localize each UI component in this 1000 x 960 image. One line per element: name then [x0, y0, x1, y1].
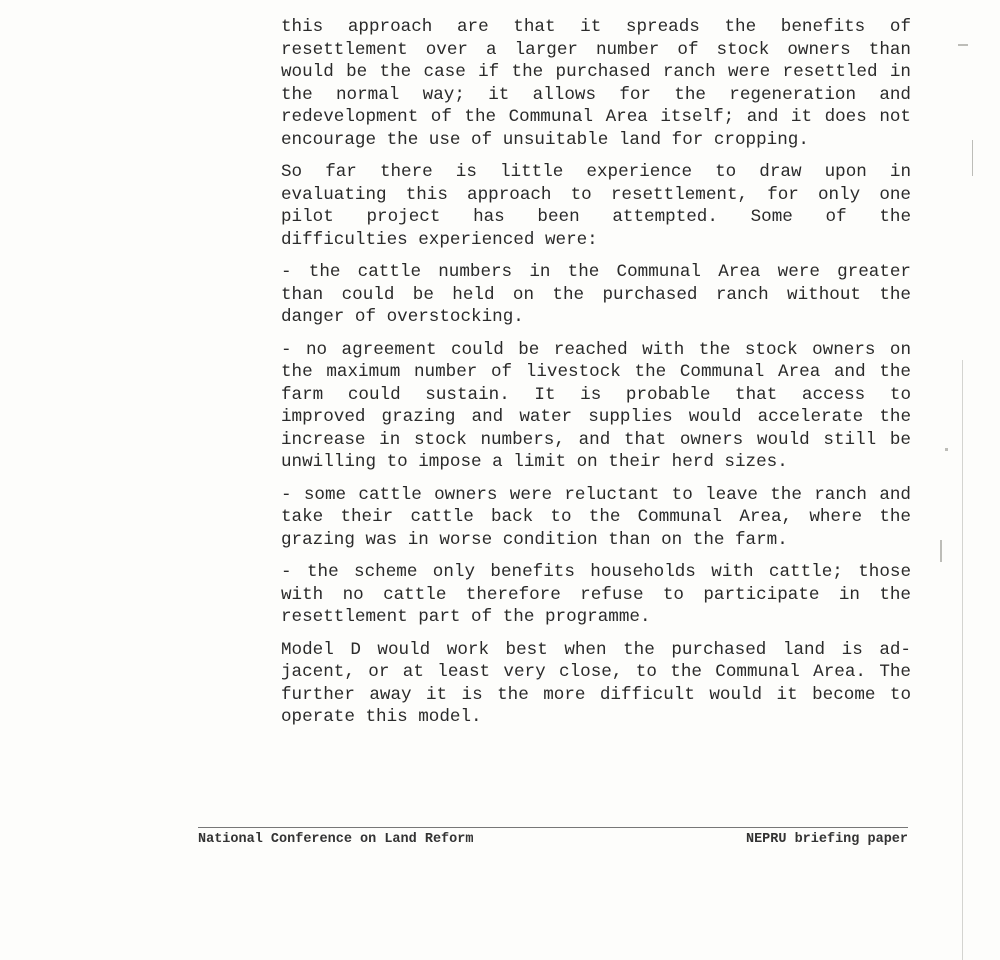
paragraph	[281, 261, 911, 329]
text-line: So far there is little experience to draw upon in	[281, 162, 911, 182]
text-line: resettlement over a larger number of stock owners than	[281, 39, 911, 60]
paragraph	[281, 484, 911, 552]
text-line: unwilling to impose a limit on their herd sizes.	[281, 452, 788, 472]
text-line: further away it is the more difficult would it become to	[281, 684, 911, 705]
scan-artifact	[940, 540, 942, 562]
text-line: Model D would work best when the purchased land is ad-	[281, 639, 911, 660]
footer-rule	[198, 827, 908, 828]
paragraph	[281, 161, 911, 251]
body-text	[281, 16, 911, 739]
text-line: would be the case if the purchased ranch were resettled in	[281, 62, 911, 82]
text-line: the normal way; it allows for the regeneration and	[281, 84, 911, 105]
text-line: take their cattle back to the Communal Area, where the	[281, 507, 911, 527]
text-line: danger of overstocking.	[281, 307, 524, 327]
text-line: evaluating this approach to resettlement, for only one	[281, 184, 911, 205]
text-line: this approach are that it spreads the benefits of	[281, 17, 911, 37]
text-line: jacent, or at least very close, to the Communal Area. The	[281, 662, 911, 682]
text-line: the maximum number of livestock the Communal Area and the	[281, 362, 911, 382]
text-line: increase in stock numbers, and that owners would still be	[281, 429, 911, 450]
scan-edge-line	[962, 360, 963, 960]
text-line: - the cattle numbers in the Communal Area were greater	[281, 262, 911, 282]
scan-artifact	[958, 44, 968, 46]
paragraph	[281, 561, 911, 629]
text-line: difficulties experienced were:	[281, 229, 598, 250]
text-line: redevelopment of the Communal Area itself; and it does not	[281, 107, 911, 127]
text-line: farm could sustain. It is probable that access to	[281, 384, 911, 405]
text-line: encourage the use of unsuitable land for cropping.	[281, 129, 809, 150]
text-line: operate this model.	[281, 707, 482, 727]
paragraph	[281, 339, 911, 474]
footer-conference-title: National Conference on Land Reform	[198, 832, 474, 847]
footer-paper-type: NEPRU briefing paper	[745, 832, 908, 847]
scan-artifact	[972, 140, 973, 176]
text-line: pilot project has been attempted. Some of the	[281, 207, 911, 227]
scan-artifact	[945, 448, 948, 451]
text-line: grazing was in worse condition than on the farm.	[281, 529, 788, 550]
text-line: - the scheme only benefits households with cattle; those	[281, 562, 911, 582]
text-line: than could be held on the purchased ranch without the	[281, 284, 911, 305]
text-line: resettlement part of the programme.	[281, 607, 651, 627]
text-line: with no cattle therefore refuse to participate in the	[281, 584, 911, 605]
paragraph	[281, 639, 911, 729]
paragraph	[281, 16, 911, 151]
text-line: improved grazing and water supplies would accelerate the	[281, 407, 911, 427]
text-line: - no agreement could be reached with the stock owners on	[281, 339, 911, 360]
text-line: - some cattle owners were reluctant to leave the ranch and	[281, 484, 911, 505]
